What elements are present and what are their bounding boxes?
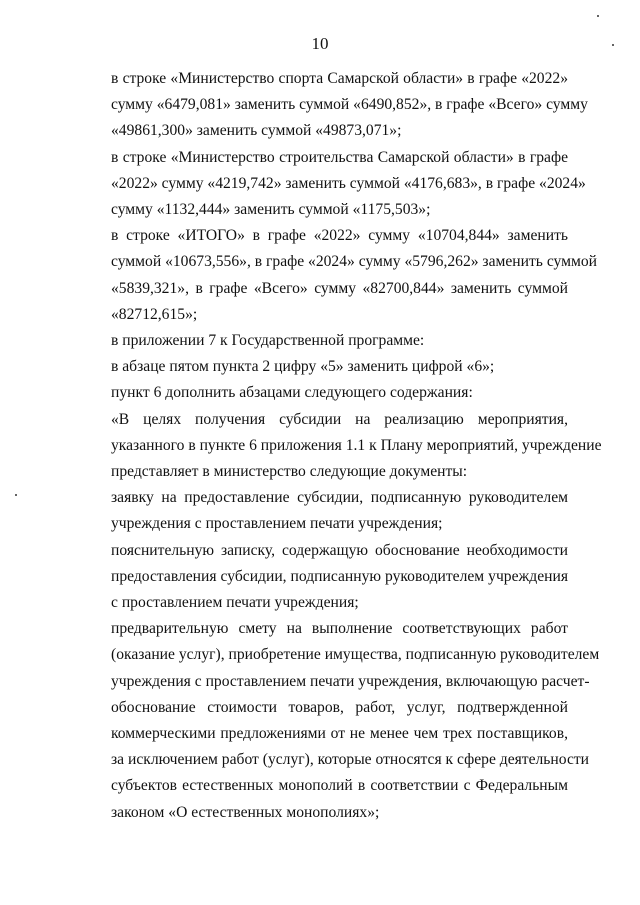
text-line: сумму «6479,081» заменить суммой «6490,852», в графе «Всего» сумму (111, 96, 588, 114)
text-line: в строке «Министерство строительства Самарской области» в графе (111, 148, 568, 166)
text-line: «В целях получения субсидии на реализацию мероприятия, (111, 410, 568, 428)
paragraph-construction-ministry (71, 145, 586, 224)
text-line: сумму «1132,444» заменить суммой «1175,503»; (111, 201, 431, 219)
paragraph-clause-6: пункт 6 дополнить абзацами следующего содержания: (111, 384, 473, 402)
text-line: законом «О естественных монополиях»; (111, 803, 380, 821)
text-line: обоснование стоимости товаров, работ, услуг, подтвержденной (111, 698, 568, 716)
text-line: суммой «10673,556», в графе «2024» сумму «5796,262» заменить суммой (111, 253, 598, 271)
text-line: учреждения с проставлением печати учреждения, включающую расчет- (111, 672, 590, 690)
text-line: «2022» сумму «4219,742» заменить суммой «4176,683», в графе «2024» (111, 174, 586, 192)
scan-speck (612, 44, 614, 46)
page-number: 10 (311, 34, 329, 53)
text-line: предоставления субсидии, подписанную руководителем учреждения (111, 567, 568, 585)
text-line: пояснительную записку, содержащую обоснование необходимости (111, 541, 568, 559)
text-line: за исключением работ (услуг), которые относятся к сфере деятельности (111, 751, 590, 769)
paragraph-explanatory-note (71, 538, 568, 617)
text-line: субъектов естественных монополий в соответствии с Федеральным (111, 777, 568, 795)
text-line: представляет в министерство следующие документы: (111, 463, 468, 481)
text-line: «49861,300» заменить суммой «49873,071»; (111, 122, 402, 140)
paragraph-subsidy-purpose (71, 407, 602, 486)
text-line: «5839,321», в графе «Всего» сумму «82700,844» заменить суммой (111, 279, 568, 297)
paragraph-estimate (71, 616, 600, 826)
scan-speck (597, 15, 599, 17)
text-line: с проставлением печати учреждения; (111, 594, 359, 612)
paragraph-clause-2: в абзаце пятом пункта 2 цифру «5» заменить цифрой «6»; (111, 358, 495, 376)
text-line: предварительную смету на выполнение соответствующих работ (111, 620, 568, 638)
text-line: в строке «Министерство спорта Самарской области» в графе «2022» (111, 70, 568, 87)
paragraph-sport-ministry (71, 66, 588, 145)
scan-speck (15, 494, 17, 496)
paragraph-application (71, 485, 568, 537)
text-line: указанного в пункте 6 приложения 1.1 к Плану мероприятий, учреждение (111, 436, 602, 454)
text-line: (оказание услуг), приобретение имущества, подписанную руководителем (111, 646, 600, 664)
document-body (71, 66, 602, 826)
paragraph-total (71, 223, 598, 328)
paragraph-appendix-7: в приложении 7 к Государственной программе: (111, 332, 425, 350)
text-line: учреждения с проставлением печати учреждения; (111, 515, 443, 533)
text-line: коммерческими предложениями от не менее чем трех поставщиков, (111, 725, 568, 743)
text-line: «82712,615»; (111, 305, 198, 323)
text-line: в строке «ИТОГО» в графе «2022» сумму «10704,844» заменить (111, 227, 568, 245)
text-line: заявку на предоставление субсидии, подписанную руководителем (111, 489, 568, 507)
